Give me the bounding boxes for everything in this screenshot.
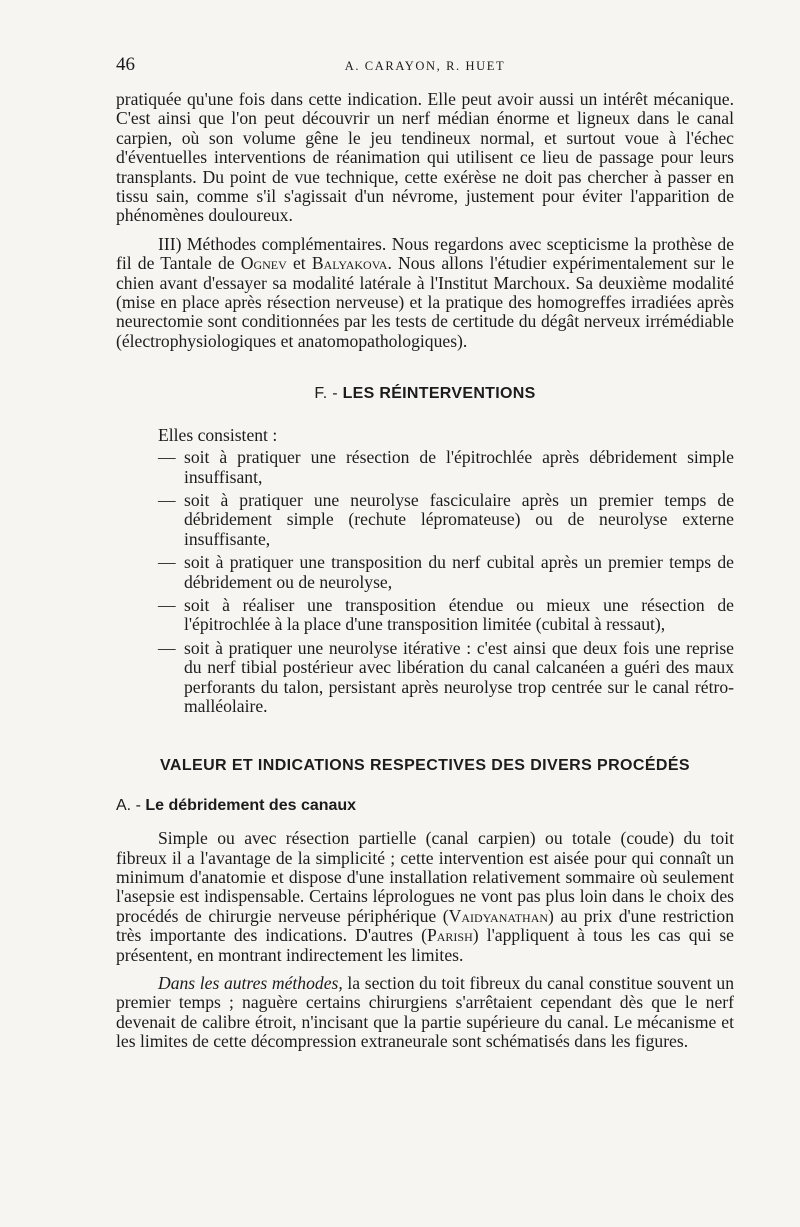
dash-marker: — (158, 552, 176, 573)
text-run: et (286, 253, 312, 274)
author-name-ognev: Ognev (240, 253, 287, 274)
list-item (116, 596, 734, 635)
list-item-text: soit à pratiquer une résection de l'épitrochlée après débridement simple insuffisant, (184, 447, 734, 487)
dash-marker: — (158, 594, 176, 615)
text-run: la section du toit fibreux du canal constitue souvent un premier temps ; naguère certains chirurgiens s'arrêtaient cependant dès que le nerf devenait de calibre étroit, n'incisant que la partie supérieure du canal. Le mécanisme et les limites de cette décompression extraneurale sont schématisés dans les figures. (116, 973, 734, 1052)
author-name-vaidyanathan: Vaidyanathan (448, 905, 549, 926)
subsection-heading-a (116, 796, 734, 815)
paragraph-continuation: pratiquée qu'une fois dans cette indication. Elle peut avoir aussi un intérêt mécanique. C'est ainsi que l'on peut découvrir un nerf médian énorme et ligneux dans le canal carpien, où son volume gêne le jeu tendineux normal, et surtout voue à l'échec d'éventuelles interventions de réanimation qui utilisent ce lieu de passage pour leurs transplants. Du point de vue technique, cette exérèse ne doit pas chercher à passer en tissu sain, comme s'il s'agissait d'un névrome, justement pour éviter l'apparition de phénomènes douloureux. (116, 89, 734, 226)
text-run: . Nous allons l'étudier expérimentalement sur le chien avant d'essayer sa modalité latérale à l'Institut Marchoux. Sa deuxième modalité (mise en place après résection nerveuse) et la pratique des homogreffes irradiées après neurectomie sont conditionnées par les tests de certitude du dégât nerveux irrémédiable (électrophysiologiques et anatomopathologiques). (116, 253, 735, 351)
italic-run: Dans les autres méthodes, (158, 973, 343, 994)
page-header (116, 54, 734, 84)
text-run: ) au prix d'une restriction très importante des indications. D'autres ( (116, 905, 734, 946)
paragraph-complementary-methods (116, 235, 734, 351)
list-item-text: soit à pratiquer une neurolyse itérative : c'est ainsi que deux fois une reprise du nerf tibial postérieur avec libération du canal calcanéen a guéri des maux perforants du talon, persistant après neurolyse trop centrée sur le canal rétro-malléolaire. (184, 637, 734, 716)
dash-marker: — (158, 489, 176, 510)
list-item (116, 639, 734, 717)
section-prefix: F. - (314, 385, 343, 403)
section-title: LES RÉINTERVENTIONS (342, 385, 536, 403)
dash-marker: — (158, 447, 176, 468)
list-intro: Elles consistent : (158, 424, 278, 445)
author-name-parish: Parish (426, 925, 473, 946)
list-item (116, 491, 734, 549)
list-item-text: soit à réaliser une transposition étendue ou mieux une résection de l'épitrochlée à la place d'une transposition limitée (cubital à ressaut), (184, 594, 734, 635)
body-text (116, 90, 734, 1052)
list-item-text: soit à pratiquer une transposition du nerf cubital après un premier temps de débridement ou de neurolyse, (184, 552, 734, 592)
subsection-title: Le débridement des canaux (145, 796, 357, 814)
text-run: III) Méthodes complémentaires. Nous regardons avec scepticisme la prothèse de fil de Tantale de (116, 233, 734, 274)
list-item-text: soit à pratiquer une neurolyse fasciculaire après un premier temps de débridement simple (rechute lépromateuse) ou de neurolyse externe insuffisante, (184, 489, 734, 549)
list-item (116, 553, 734, 592)
page-number: 46 (116, 54, 135, 75)
reintervention-list (116, 448, 734, 716)
section-heading-f (116, 384, 734, 403)
paragraph-debridement (116, 829, 734, 965)
list-item (116, 448, 734, 487)
dash-marker: — (158, 637, 176, 658)
author-name-balyakova: Balyakova (311, 253, 388, 274)
text-run: ) l'appliquent à tous les cas qui se présentent, en montrant indirectement les limites. (116, 925, 734, 965)
paragraph-other-methods (116, 974, 734, 1052)
subsection-prefix: A. - (116, 796, 146, 814)
main-section-heading: VALEUR ET INDICATIONS RESPECTIVES DES DIVERS PROCÉDÉS (159, 757, 691, 775)
text-run: Simple ou avec résection partielle (canal carpien) ou totale (coude) du toit fibreux il a l'avantage de la simplicité ; cette intervention est aisée pour qui connaît un minimum d'anatomie et dispose d'une installation relativement sommaire où seulement l'asepsie est indispensable. Certains léprologues ne vont pas plus loin dans le choix des procédés de chirurgie nerveuse périphérique ( (116, 828, 734, 926)
running-head: A. CARAYON, R. HUET (344, 59, 506, 73)
